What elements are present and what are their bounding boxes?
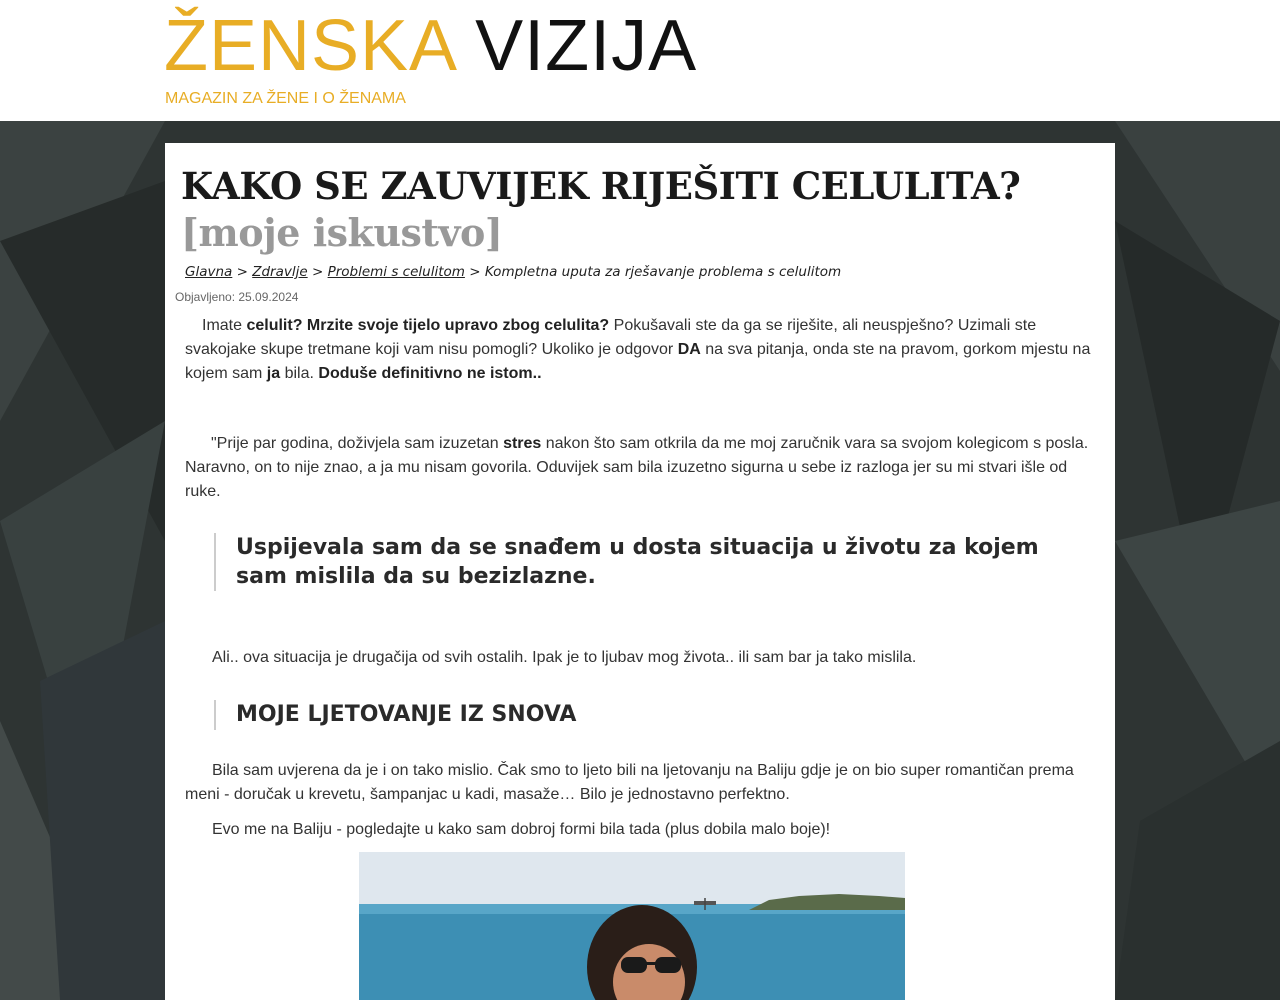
logo-word-2[interactable]: VIZIJA (475, 6, 698, 86)
intro-paragraph: Imate celulit? Mrzite svoje tijelo upravo zbog celulita? Pokušavali ste da ga se riješite, ali neuspješno? Uzimali ste svakojake skupe tretmane koji vam nisu pomogli? Ukoliko je odgovor DA na sva pitanja, onda ste na pravom, gorkom mjestu na kojem sam ja bila. Doduše definitivno ne istom.. (185, 317, 1091, 382)
paragraph-situation: Ali.. ova situacija je drugačija od svih ostalih. Ipak je to ljubav mog života.. ili sam bar ja tako mislila. (212, 649, 917, 666)
logo-word-1[interactable]: ŽENSKA (164, 6, 455, 86)
publish-date: Objavljeno: 25.09.2024 (175, 290, 299, 304)
site-header (0, 0, 1280, 121)
breadcrumb-link-health[interactable]: Zdravlje (252, 264, 308, 280)
bali-beach-photo (359, 852, 905, 1000)
story-paragraph: "Prije par godina, doživjela sam izuzetan stres nakon što sam otkrila da me moj zaručnik vara sa svojom kolegicom s posla. Naravno, on to nije znao, a ja mu nisam govorila. Oduvijek sam bila izuzetno sigurna u sebe iz razloga jer su mi stvari išle od ruke. (185, 435, 1089, 500)
article-subtitle: [moje iskustvo] (181, 210, 503, 255)
breadcrumb-link-cellulite[interactable]: Problemi s celulitom (327, 264, 465, 280)
breadcrumb-link-home[interactable]: Glavna (185, 264, 233, 280)
site-tagline: MAGAZIN ZA ŽENE I O ŽENAMA (165, 90, 406, 107)
pull-quote: Uspijevala sam da se snađem u dosta situacija u životu za kojem sam mislila da su bezizlazne. (214, 533, 1096, 591)
article-title: KAKO SE ZAUVIJEK RIJEŠITI CELULITA? (181, 164, 1021, 208)
article-container (165, 143, 1115, 1000)
breadcrumb-current: Kompletna uputa za rješavanje problema s celulitom (484, 264, 842, 280)
paragraph-vacation: Bila sam uvjerena da je i on tako mislio. Čak smo to ljeto bili na ljetovanju na Baliju gdje je on bio super romantičan prema meni - doručak u krevetu, šampanjac u kadi, masaže… Bilo je jednostavno perfektno. (185, 762, 1074, 803)
breadcrumb: Glavna > Zdravlje > Problemi s celulitom > Kompletna uputa za rješavanje problema s celulitom (185, 264, 842, 280)
site-logo[interactable] (164, 6, 697, 86)
paragraph-bali: Evo me na Baliju - pogledajte u kako sam dobroj formi bila tada (plus dobila malo boje)! (212, 821, 831, 838)
section-heading: MOJE LJETOVANJE IZ SNOVA (214, 700, 576, 730)
